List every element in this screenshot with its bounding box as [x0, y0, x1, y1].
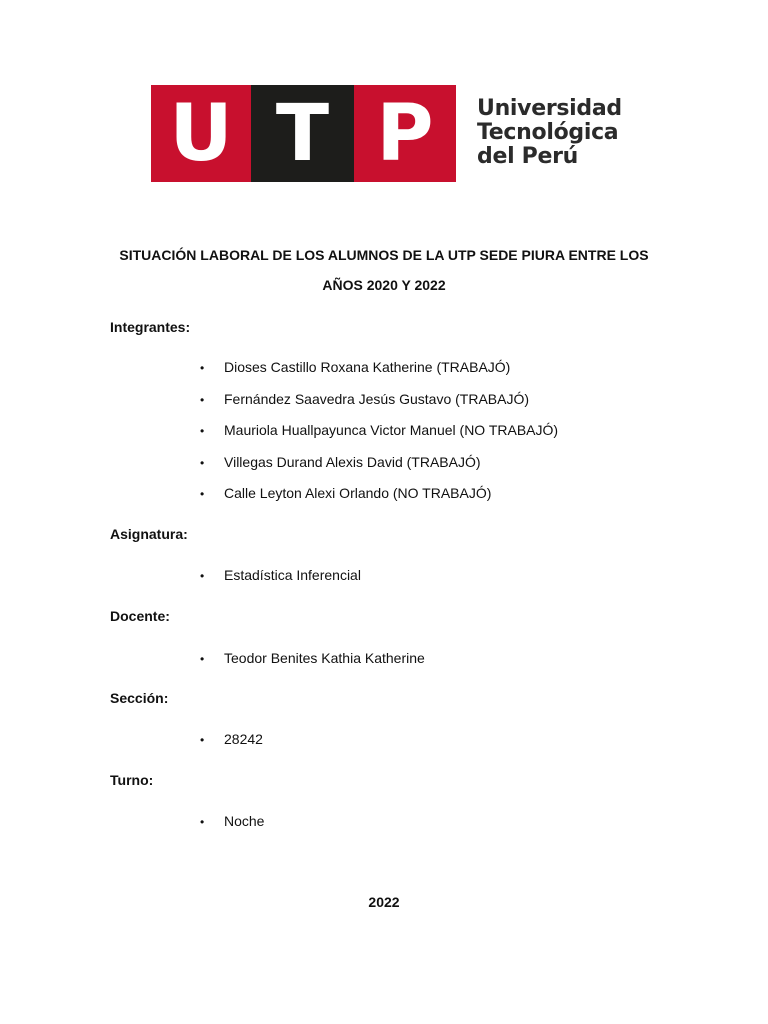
member-item-5	[200, 485, 491, 502]
seccion-label: Sección:	[110, 690, 169, 706]
member-item-4	[200, 454, 481, 471]
bullet-icon: •	[200, 569, 205, 583]
docente-label: Docente:	[110, 608, 170, 624]
member-name: Calle Leyton Alexi Orlando (NO TRABAJÓ)	[224, 485, 492, 501]
member-item-2	[200, 391, 529, 408]
logo-university-name	[477, 97, 622, 169]
document-year: 2022	[368, 894, 400, 910]
member-name: Mauriola Huallpayunca Victor Manuel (NO TRABAJÓ)	[224, 422, 559, 438]
bullet-icon: •	[200, 456, 205, 470]
bullet-icon: •	[200, 652, 205, 666]
logo-name-line-3: del Perú	[477, 144, 579, 169]
bullet-icon: •	[200, 361, 205, 375]
logo-letter-u: U	[151, 85, 251, 182]
utp-logo	[151, 85, 621, 182]
member-item-1	[200, 359, 510, 376]
logo-name-line-2: Tecnológica	[477, 120, 619, 145]
member-item-3	[200, 422, 558, 439]
logo-letter-t: T	[251, 85, 354, 182]
docente-value: Teodor Benites Kathia Katherine	[224, 650, 425, 666]
seccion-value: 28242	[224, 731, 263, 747]
bullet-icon: •	[200, 424, 205, 438]
member-name: Villegas Durand Alexis David (TRABAJÓ)	[224, 454, 481, 470]
logo-name-line-1: Universidad	[477, 96, 622, 121]
document-title-line-1: SITUACIÓN LABORAL DE LOS ALUMNOS DE LA UTP SEDE PIURA ENTRE LOS	[119, 247, 649, 263]
turno-label: Turno:	[110, 772, 154, 788]
asignatura-value: Estadística Inferencial	[224, 567, 361, 583]
member-name: Dioses Castillo Roxana Katherine (TRABAJÓ)	[224, 359, 511, 375]
bullet-icon: •	[200, 393, 205, 407]
asignatura-label: Asignatura:	[110, 526, 188, 542]
seccion-item	[200, 731, 263, 748]
bullet-icon: •	[200, 487, 205, 501]
integrantes-label: Integrantes:	[110, 319, 191, 335]
turno-item	[200, 813, 264, 830]
logo-letter-p: P	[354, 85, 456, 182]
member-name: Fernández Saavedra Jesús Gustavo (TRABAJÓ)	[224, 391, 530, 407]
docente-item	[200, 650, 425, 667]
bullet-icon: •	[200, 815, 205, 829]
asignatura-item	[200, 567, 361, 584]
turno-value: Noche	[224, 813, 265, 829]
bullet-icon: •	[200, 733, 205, 747]
document-title-line-2: AÑOS 2020 Y 2022	[322, 277, 446, 293]
